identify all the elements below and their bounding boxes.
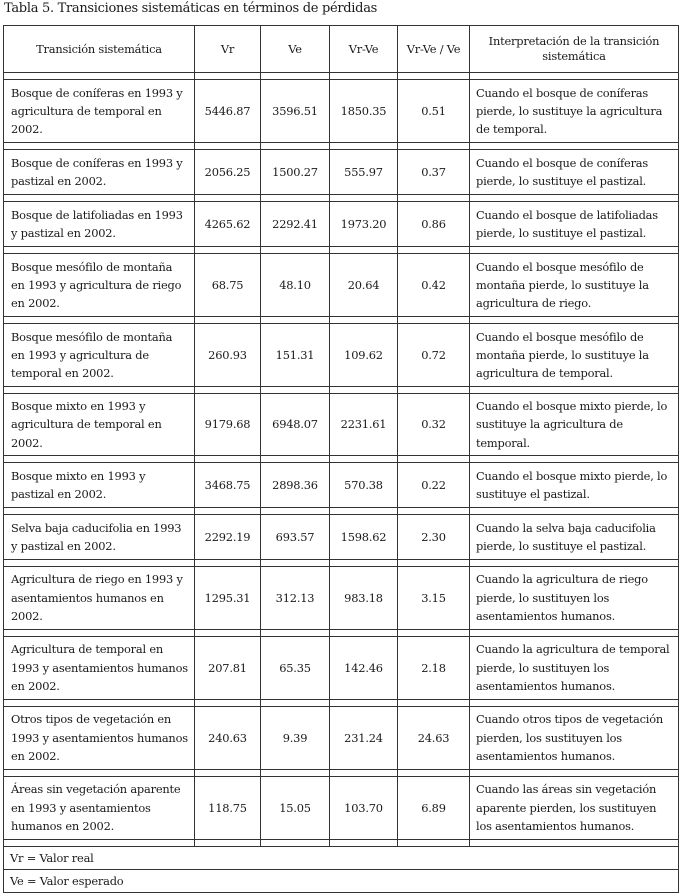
cell-transicion: Otros tipos de vegetación en 1993 y asentamientos humanos en 2002. (4, 706, 195, 769)
cell-vr: 2056.25 (195, 150, 261, 195)
table-row (4, 462, 679, 507)
cell-interpretacion: Cuando la selva baja caducifolia pierde, lo sustituye el pastizal. (470, 514, 679, 559)
cell-vr-ve: 1973.20 (330, 202, 398, 247)
row-spacer (4, 699, 679, 706)
cell-ve: 151.31 (261, 324, 330, 387)
cell-ve: 3596.51 (261, 80, 330, 143)
header-row (4, 26, 679, 73)
row-spacer (4, 455, 679, 462)
cell-interpretacion: Cuando el bosque de coníferas pierde, lo sustituye el pastizal. (470, 150, 679, 195)
cell-vr-ve: 983.18 (330, 566, 398, 629)
cell-ve: 48.10 (261, 254, 330, 317)
table-row (4, 202, 679, 247)
table-row (4, 254, 679, 317)
cell-vr: 68.75 (195, 254, 261, 317)
header-ratio: Vr-Ve / Ve (398, 26, 470, 73)
row-spacer (4, 387, 679, 394)
cell-vr-ve: 20.64 (330, 254, 398, 317)
cell-vr-ve: 555.97 (330, 150, 398, 195)
cell-interpretacion: Cuando el bosque mesófilo de montaña pierde, lo sustituye la agricultura de riego. (470, 254, 679, 317)
row-spacer (4, 769, 679, 776)
cell-ratio: 0.72 (398, 324, 470, 387)
header-vr: Vr (195, 26, 261, 73)
cell-vr: 2292.19 (195, 514, 261, 559)
cell-ratio: 2.30 (398, 514, 470, 559)
cell-vr: 240.63 (195, 706, 261, 769)
row-spacer (4, 559, 679, 566)
cell-transicion: Áreas sin vegetación aparente en 1993 y asentamientos humanos en 2002. (4, 776, 195, 839)
header-interpretacion: Interpretación de la transición sistemática (470, 26, 679, 73)
table-row (4, 706, 679, 769)
cell-interpretacion: Cuando la agricultura de riego pierde, lo sustituyen los asentamientos humanos. (470, 566, 679, 629)
cell-transicion: Agricultura de riego en 1993 y asentamientos humanos en 2002. (4, 566, 195, 629)
cell-interpretacion: Cuando el bosque de coníferas pierde, lo sustituye la agricultura de temporal. (470, 80, 679, 143)
row-spacer (4, 143, 679, 150)
cell-ratio: 24.63 (398, 706, 470, 769)
cell-vr-ve: 142.46 (330, 636, 398, 699)
footnote-row (4, 869, 679, 892)
cell-interpretacion: Cuando otros tipos de vegetación pierden, los sustituyen los asentamientos humanos. (470, 706, 679, 769)
cell-vr-ve: 2231.61 (330, 394, 398, 456)
cell-transicion: Bosque de latifoliadas en 1993 y pastizal en 2002. (4, 202, 195, 247)
cell-vr: 3468.75 (195, 462, 261, 507)
cell-ve: 2292.41 (261, 202, 330, 247)
table-row (4, 324, 679, 387)
cell-vr-ve: 103.70 (330, 776, 398, 839)
cell-transicion: Selva baja caducifolia en 1993 y pastizal en 2002. (4, 514, 195, 559)
header-ve: Ve (261, 26, 330, 73)
cell-vr-ve: 1850.35 (330, 80, 398, 143)
table-row (4, 80, 679, 143)
cell-ve: 6948.07 (261, 394, 330, 456)
cell-vr: 9179.68 (195, 394, 261, 456)
cell-interpretacion: Cuando el bosque de latifoliadas pierde, lo sustituye el pastizal. (470, 202, 679, 247)
footnote-vr: Vr = Valor real (4, 846, 679, 869)
cell-transicion: Bosque mesófilo de montaña en 1993 y agricultura de riego en 2002. (4, 254, 195, 317)
header-transicion: Transición sistemática (4, 26, 195, 73)
table-row (4, 150, 679, 195)
cell-ratio: 0.42 (398, 254, 470, 317)
cell-interpretacion: Cuando las áreas sin vegetación aparente pierden, los sustituyen los asentamientos humanos. (470, 776, 679, 839)
cell-vr: 5446.87 (195, 80, 261, 143)
row-spacer (4, 629, 679, 636)
cell-vr: 118.75 (195, 776, 261, 839)
cell-transicion: Agricultura de temporal en 1993 y asentamientos humanos en 2002. (4, 636, 195, 699)
table-row (4, 566, 679, 629)
transitions-table (3, 25, 679, 893)
cell-vr: 260.93 (195, 324, 261, 387)
cell-vr-ve: 231.24 (330, 706, 398, 769)
cell-transicion: Bosque de coníferas en 1993 y agricultura de temporal en 2002. (4, 80, 195, 143)
cell-vr: 207.81 (195, 636, 261, 699)
row-spacer (4, 317, 679, 324)
cell-vr-ve: 570.38 (330, 462, 398, 507)
cell-transicion: Bosque mixto en 1993 y agricultura de temporal en 2002. (4, 394, 195, 456)
cell-interpretacion: Cuando el bosque mixto pierde, lo sustituye la agricultura de temporal. (470, 394, 679, 456)
cell-vr-ve: 109.62 (330, 324, 398, 387)
cell-ratio: 3.15 (398, 566, 470, 629)
cell-ratio: 6.89 (398, 776, 470, 839)
cell-ve: 65.35 (261, 636, 330, 699)
cell-ratio: 0.51 (398, 80, 470, 143)
cell-transicion: Bosque de coníferas en 1993 y pastizal en 2002. (4, 150, 195, 195)
table-row (4, 776, 679, 839)
cell-ve: 2898.36 (261, 462, 330, 507)
row-spacer (4, 247, 679, 254)
cell-transicion: Bosque mesófilo de montaña en 1993 y agricultura de temporal en 2002. (4, 324, 195, 387)
cell-interpretacion: Cuando la agricultura de temporal pierde, lo sustituyen los asentamientos humanos. (470, 636, 679, 699)
cell-ratio: 0.86 (398, 202, 470, 247)
footnote-row (4, 846, 679, 869)
cell-vr-ve: 1598.62 (330, 514, 398, 559)
row-spacer (4, 507, 679, 514)
cell-vr: 1295.31 (195, 566, 261, 629)
cell-ratio: 2.18 (398, 636, 470, 699)
cell-ratio: 0.32 (398, 394, 470, 456)
cell-ve: 1500.27 (261, 150, 330, 195)
footnote-ve: Ve = Valor esperado (4, 869, 679, 892)
cell-ve: 693.57 (261, 514, 330, 559)
table-row (4, 514, 679, 559)
cell-ve: 9.39 (261, 706, 330, 769)
table-row (4, 636, 679, 699)
row-spacer (4, 839, 679, 846)
table-row (4, 394, 679, 456)
cell-vr: 4265.62 (195, 202, 261, 247)
cell-ve: 15.05 (261, 776, 330, 839)
cell-transicion: Bosque mixto en 1993 y pastizal en 2002. (4, 462, 195, 507)
cell-interpretacion: Cuando el bosque mesófilo de montaña pierde, lo sustituye la agricultura de temporal. (470, 324, 679, 387)
cell-ratio: 0.37 (398, 150, 470, 195)
cell-interpretacion: Cuando el bosque mixto pierde, lo sustituye el pastizal. (470, 462, 679, 507)
row-spacer (4, 73, 679, 80)
header-vr-ve: Vr-Ve (330, 26, 398, 73)
table-caption: Tabla 5. Transiciones sistemáticas en términos de pérdidas (4, 1, 378, 16)
cell-ve: 312.13 (261, 566, 330, 629)
cell-ratio: 0.22 (398, 462, 470, 507)
row-spacer (4, 195, 679, 202)
